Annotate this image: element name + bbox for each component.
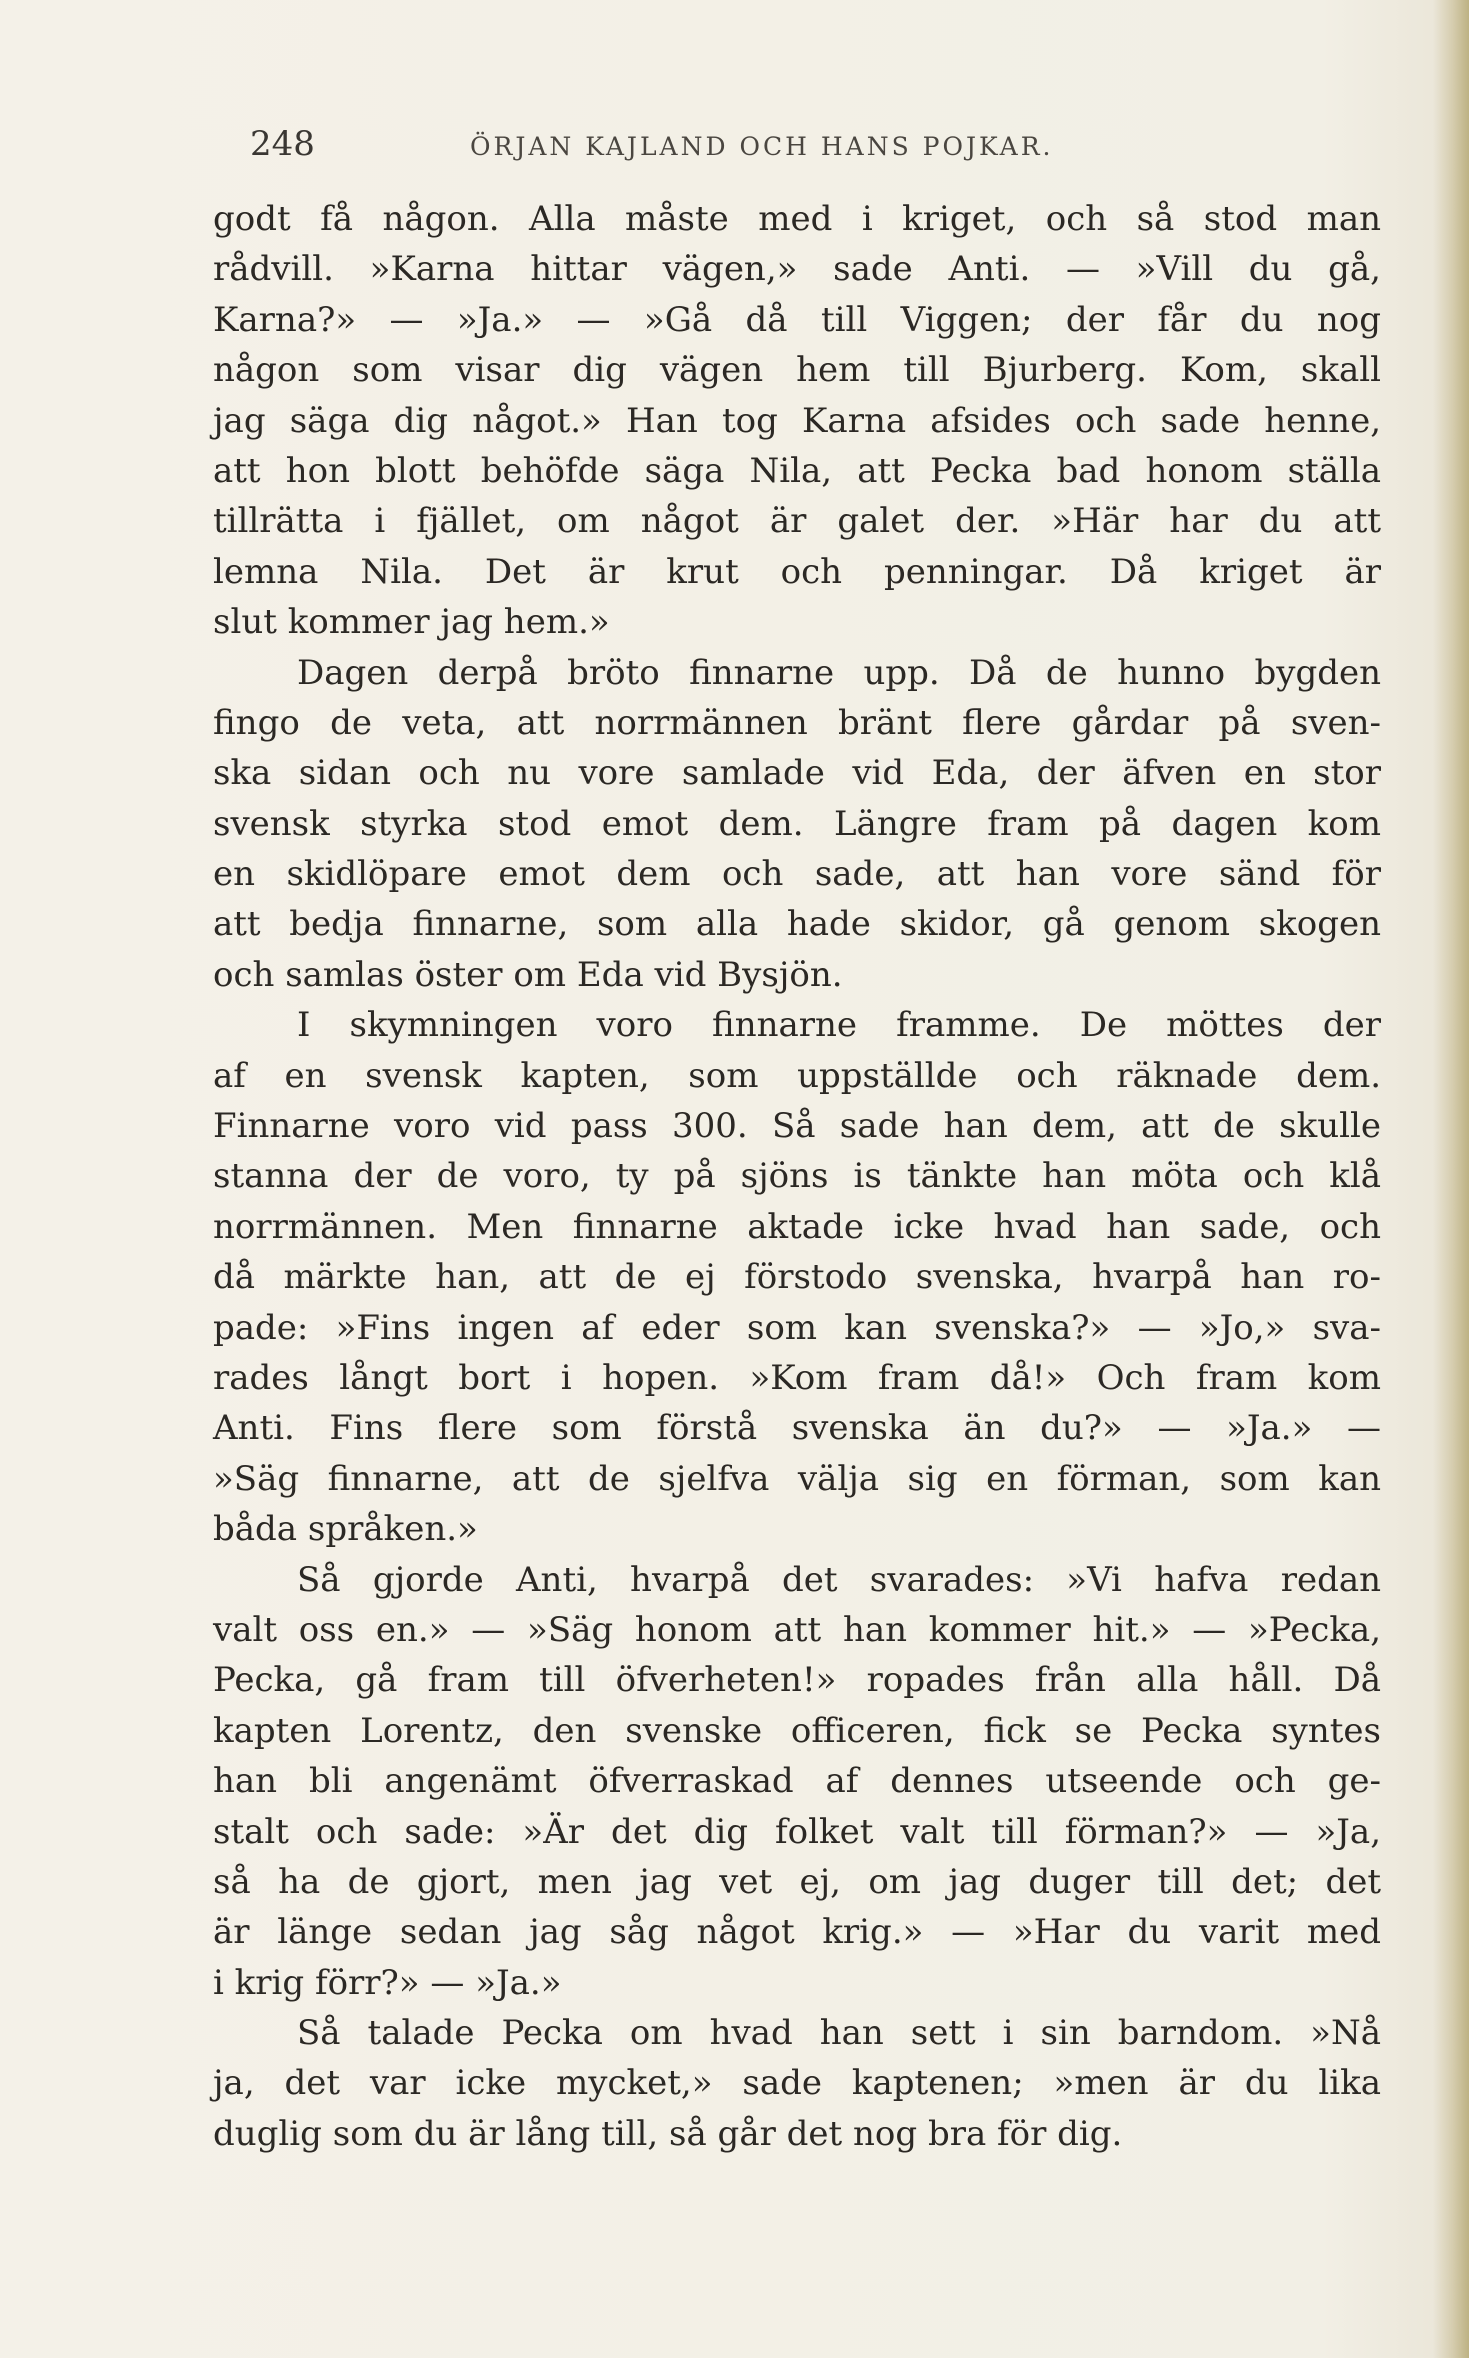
text-line: ska sidan och nu vore samlade vid Eda, der äfven en stor [213,753,1381,794]
text-line: norrmännen. Men finnarne aktade icke hvad han sade, och [213,1206,1381,1247]
paragraph-start-line: Så gjorde Anti, hvarpå det svarades: »Vi hafva redan [297,1559,1381,1600]
page-header [250,124,1200,164]
text-line: slut kommer jag hem.» [213,602,610,643]
page-edge-shadow [1433,0,1469,2358]
paragraph-start-line: Dagen derpå bröto finnarne upp. Då de hunno bygden [297,652,1381,693]
text-line: då märkte han, att de ej förstodo svenska, hvarpå han ro- [213,1257,1381,1298]
text-line: kapten Lorentz, den svenske officeren, fick se Pecka syntes [213,1710,1381,1751]
running-head: ÖRJAN KAJLAND OCH HANS POJKAR. [470,132,1054,161]
body-text [213,194,1381,2159]
text-line: godt få någon. Alla måste med i kriget, och så stod man [213,199,1381,239]
page-number: 248 [250,124,315,164]
paragraph-start-line: I skymningen voro finnarne framme. De möttes der [297,1005,1381,1046]
text-line: så ha de gjort, men jag vet ej, om jag duger till det; det [213,1861,1381,1902]
text-line: att bedja finnarne, som alla hade skidor, gå genom skogen [213,904,1381,945]
text-line: stalt och sade: »Är det dig folket valt till förman?» — »Ja, [213,1811,1381,1852]
text-line: båda språken.» [213,1509,478,1550]
text-line: fingo de veta, att norrmännen bränt flere gårdar på sven- [213,702,1381,743]
text-line: någon som visar dig vägen hem till Bjurberg. Kom, skall [213,350,1381,391]
text-line: en skidlöpare emot dem och sade, att han vore sänd för [213,854,1381,895]
text-line: är länge sedan jag såg något krig.» — »Har du varit med [213,1912,1381,1953]
text-line: tillrätta i fjället, om något är galet der. »Här har du att [213,501,1381,542]
text-line: att hon blott behöfde säga Nila, att Pecka bad honom ställa [213,450,1381,491]
text-line: lemna Nila. Det är krut och penningar. Då kriget är [213,551,1381,592]
text-line: duglig som du är lång till, så går det nog bra för dig. [213,2113,1123,2154]
text-line: valt oss en.» — »Säg honom att han kommer hit.» — »Pecka, [213,1609,1381,1650]
text-line: han bli angenämt öfverraskad af dennes utseende och ge- [213,1761,1381,1802]
text-line: af en svensk kapten, som uppställde och räknade dem. [213,1055,1381,1096]
text-line: svensk styrka stod emot dem. Längre fram på dagen kom [213,803,1381,844]
text-line: »Säg finnarne, att de sjelfva välja sig en förman, som kan [213,1458,1381,1499]
text-line: Finnarne voro vid pass 300. Så sade han dem, att de skulle [213,1106,1381,1147]
text-line: Pecka, gå fram till öfverheten!» ropades från alla håll. Då [213,1660,1381,1701]
text-line: ja, det var icke mycket,» sade kaptenen; »men är du lika [213,2063,1381,2104]
text-line: rades långt bort i hopen. »Kom fram då!» Och fram kom [213,1357,1381,1398]
paragraph-start-line: Så talade Pecka om hvad han sett i sin barndom. »Nå [297,2013,1381,2054]
text-line: Anti. Fins flere som förstå svenska än du?» — »Ja.» — [213,1408,1381,1449]
text-line: i krig förr?» — »Ja.» [213,1962,562,2003]
text-line: och samlas öster om Eda vid Bysjön. [213,954,843,995]
text-line: jag säga dig något.» Han tog Karna afsides och sade henne, [213,400,1381,441]
text-line: Karna?» — »Ja.» — »Gå då till Viggen; der får du nog [213,299,1381,340]
text-line: rådvill. »Karna hittar vägen,» sade Anti. — »Vill du gå, [213,249,1381,290]
text-line: stanna der de voro, ty på sjöns is tänkte han möta och klå [213,1156,1381,1197]
text-line: pade: »Fins ingen af eder som kan svenska?» — »Jo,» sva- [213,1307,1381,1348]
